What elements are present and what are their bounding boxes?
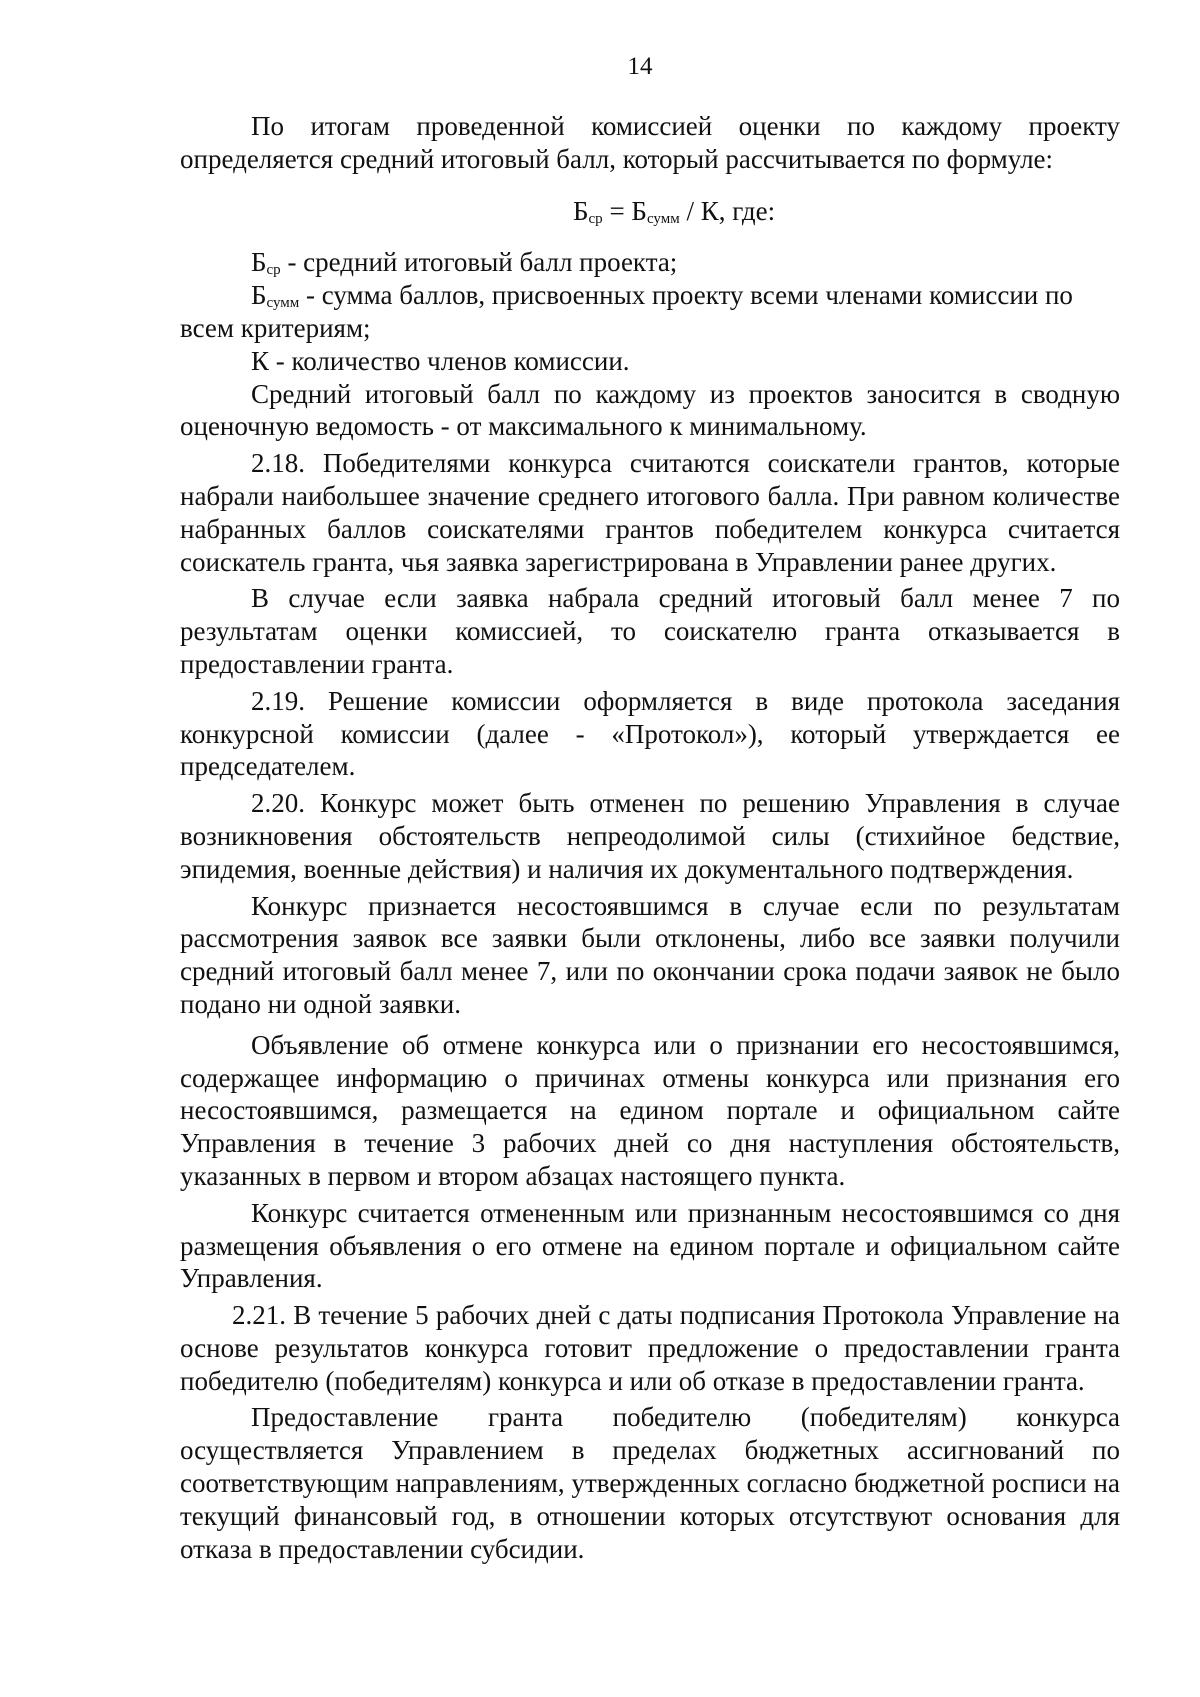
paragraph-2-18: 2.18. Победителями конкурса считаются соискатели грантов, которые набрали наибольшее значение среднего итогового балла. При равном количестве набранных баллов соискателями грантов победителем конкурса считается соискатель гранта, чья заявка зарегистрирована в Управлении ранее других. [180,448,1120,577]
formula-rest: / К, где: [679,195,776,226]
document-body [180,110,1120,1565]
paragraph-announcement: Объявление об отмене конкурса или о признании его несостоявшимся, содержащее информацию о причинах отмены конкурса или признания его несостоявшимся, размещается на едином портале и официальном сайте Управления в течение 3 рабочих дней со дня наступления обстоятельств, указанных в первом и втором абзацах настоящего пункта. [180,1029,1120,1191]
paragraph-failed-contest: Конкурс признается несостоявшимся в случае если по результатам рассмотрения заявок все заявки были отклонены, либо все заявки получили средний итоговый балл менее 7, или по окончании срока подачи заявок не было подано ни одной заявки. [180,890,1120,1019]
paragraph-2-21: 2.21. В течение 5 рабочих дней с даты подписания Протокола Управление на основе результатов конкурса готовит предложение о предоставлении гранта победителю (победителям) конкурса и или об отказе в предоставлении гранта. [180,1300,1120,1396]
paragraph-intro: По итогам проведенной комиссией оценки по каждому проекту определяется средний итоговый балл, который рассчитывается по формуле: [180,111,1120,174]
formula-b-sr: Б [573,195,589,226]
definition-b-sr-symbol: Б [251,247,267,278]
paragraph-2-19: 2.19. Решение комиссии оформляется в виде протокола заседания конкурсной комиссии (далее - «Протокол»), который утверждается ее председателем. [180,685,1120,782]
definition-b-summ-text: - сумма баллов, присвоенных проекту всеми членами комиссии по всем критериям; [180,280,1073,343]
paragraph-2-20: 2.20. Конкурс может быть отменен по решению Управления в случае возникновения обстоятельств непреодолимой силы (стихийное бедствие, эпидемия, военные действия) и наличия их документального подтверждения. [180,788,1120,884]
paragraph-average-score: Средний итоговый балл по каждому из проектов заносится в сводную оценочную ведомость - от максимального к минимальному. [180,378,1120,442]
formula-sub-sr: ср [588,210,603,227]
paragraph-cancelled: Конкурс считается отмененным или признанным несостоявшимся со дня размещения объявления о его отмене на едином портале и официальном сайте Управления. [180,1197,1120,1294]
definition-b-summ-symbol: Б [251,280,267,311]
definition-b-summ-sub: сумм [266,295,300,312]
formula [573,195,1120,228]
formula-sub-summ: сумм [646,210,680,227]
page-number: 14 [627,53,653,80]
definition-b-sr-sub: ср [266,262,281,279]
definition-k: К - количество членов комиссии. [251,345,630,376]
definition-b-sr-text: - средний итоговый балл проекта; [280,247,678,278]
paragraph-refusal: В случае если заявка набрала средний итоговый балл менее 7 по результатам оценки комиссией, то соискателю гранта отказывается в предоставлении гранта. [180,583,1120,679]
formula-equals: = [602,195,632,226]
definition-b-summ [180,279,1120,345]
definition-b-sr [180,246,1120,279]
formula-b-summ: Б [631,195,647,226]
paragraph-grant-provision: Предоставление гранта победителю (победителям) конкурса осуществляется Управлением в пределах бюджетных ассигнований по соответствующим направлениям, утвержденных согласно бюджетной росписи на текущий финансовый год, в отношении которых отсутствуют основания для отказа в предоставлении субсидии. [180,1402,1120,1564]
